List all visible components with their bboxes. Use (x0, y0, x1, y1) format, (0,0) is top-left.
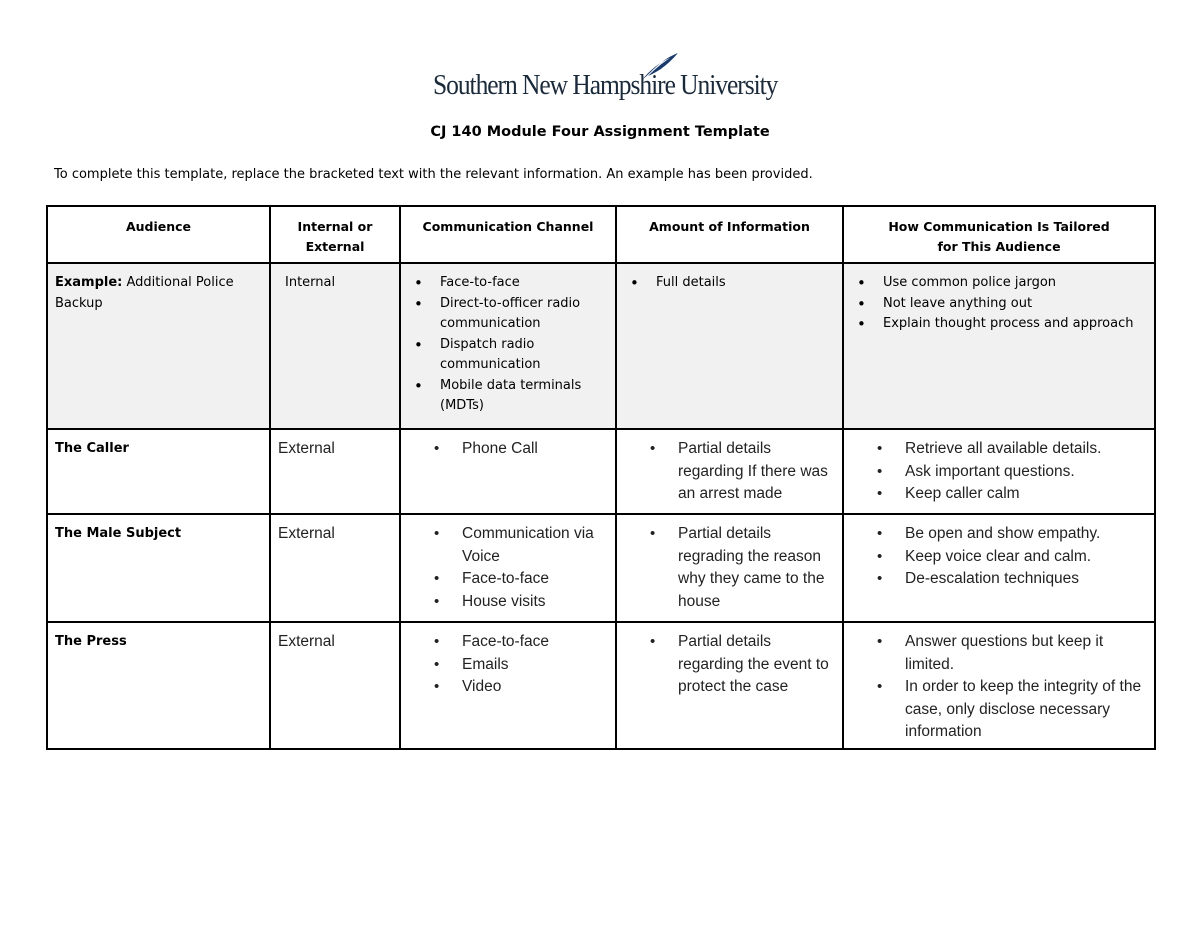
channel-cell (400, 514, 616, 622)
audience-label: The Male Subject (55, 526, 182, 541)
list-item: • Emails (462, 654, 611, 677)
list-item: • Face-to-face (462, 568, 611, 591)
header-internal-external-line1: Internal or (297, 219, 373, 234)
list-item: • Be open and show empathy. (905, 523, 1150, 546)
header-row (47, 206, 1155, 263)
example-audience-line1: Additional Police (122, 275, 234, 290)
list-item: • Keep caller calm (905, 483, 1150, 506)
header-tailored-line2: for This Audience (937, 239, 1061, 254)
audience-cell (47, 429, 270, 514)
list-item: • In order to keep the integrity of the case, only disclose necessary information (905, 676, 1150, 744)
header-amount: Amount of Information (616, 206, 843, 263)
amount-cell (616, 429, 843, 514)
example-audience (47, 263, 270, 429)
tailored-cell (843, 514, 1155, 622)
list-item: • Full details (656, 273, 838, 294)
example-channels (400, 263, 616, 429)
list-item: • Partial details regrading the reason why they came to the house (678, 523, 838, 613)
example-row (47, 263, 1155, 429)
amount-cell (616, 622, 843, 749)
assignment-table (46, 205, 1156, 750)
channel-cell (400, 622, 616, 749)
list-item: • Face-to-face (440, 273, 611, 294)
list-item: • Phone Call (462, 438, 611, 461)
list-item: • Partial details regarding the event to protect the case (678, 631, 838, 699)
table-row (47, 514, 1155, 622)
example-tailored (843, 263, 1155, 429)
list-item: • De-escalation techniques (905, 568, 1150, 591)
list-item: • Retrieve all available details. (905, 438, 1150, 461)
list-item: • Not leave anything out (883, 294, 1150, 315)
list-item: • Face-to-face (462, 631, 611, 654)
example-label: Example: (55, 275, 123, 290)
tailored-cell (843, 429, 1155, 514)
header-audience: Audience (47, 206, 270, 263)
audience-cell (47, 514, 270, 622)
page-title: CJ 140 Module Four Assignment Template (430, 124, 770, 140)
header-channel: Communication Channel (400, 206, 616, 263)
example-amount (616, 263, 843, 429)
amount-cell (616, 514, 843, 622)
list-item: • Communication via Voice (462, 523, 611, 568)
table-row (47, 622, 1155, 749)
audience-label: The Press (55, 634, 127, 649)
internal-external-cell: External (270, 514, 400, 622)
list-item: • Partial details regarding If there was an arrest made (678, 438, 838, 506)
example-internal-external: Internal (270, 263, 400, 429)
list-item: • Video (462, 676, 611, 699)
list-item: • Explain thought process and approach (883, 314, 1150, 335)
header-tailored (843, 206, 1155, 263)
list-item: • Use common police jargon (883, 273, 1150, 294)
list-item: • Ask important questions. (905, 461, 1150, 484)
list-item: • Dispatch radio communication (440, 335, 611, 376)
audience-label: The Caller (55, 441, 129, 456)
tailored-cell (843, 622, 1155, 749)
list-item: • Direct-to-officer radio communication (440, 294, 611, 335)
university-logo (433, 52, 778, 107)
list-item: • House visits (462, 591, 611, 614)
example-audience-line2: Backup (55, 295, 103, 311)
internal-external-cell: External (270, 622, 400, 749)
list-item: • Answer questions but keep it limited. (905, 631, 1150, 676)
audience-cell (47, 622, 270, 749)
table-row (47, 429, 1155, 514)
logo-wordmark: Southern New Hampshire University (433, 69, 778, 101)
internal-external-cell: External (270, 429, 400, 514)
list-item: • Keep voice clear and calm. (905, 546, 1150, 569)
list-item: • Mobile data terminals (MDTs) (440, 376, 611, 417)
instructions-text: To complete this template, replace the bracketed text with the relevant information. An example has been provided. (54, 167, 813, 182)
channel-cell (400, 429, 616, 514)
header-internal-external (270, 206, 400, 263)
header-internal-external-line2: External (305, 239, 365, 254)
header-tailored-line1: How Communication Is Tailored (888, 219, 1110, 234)
